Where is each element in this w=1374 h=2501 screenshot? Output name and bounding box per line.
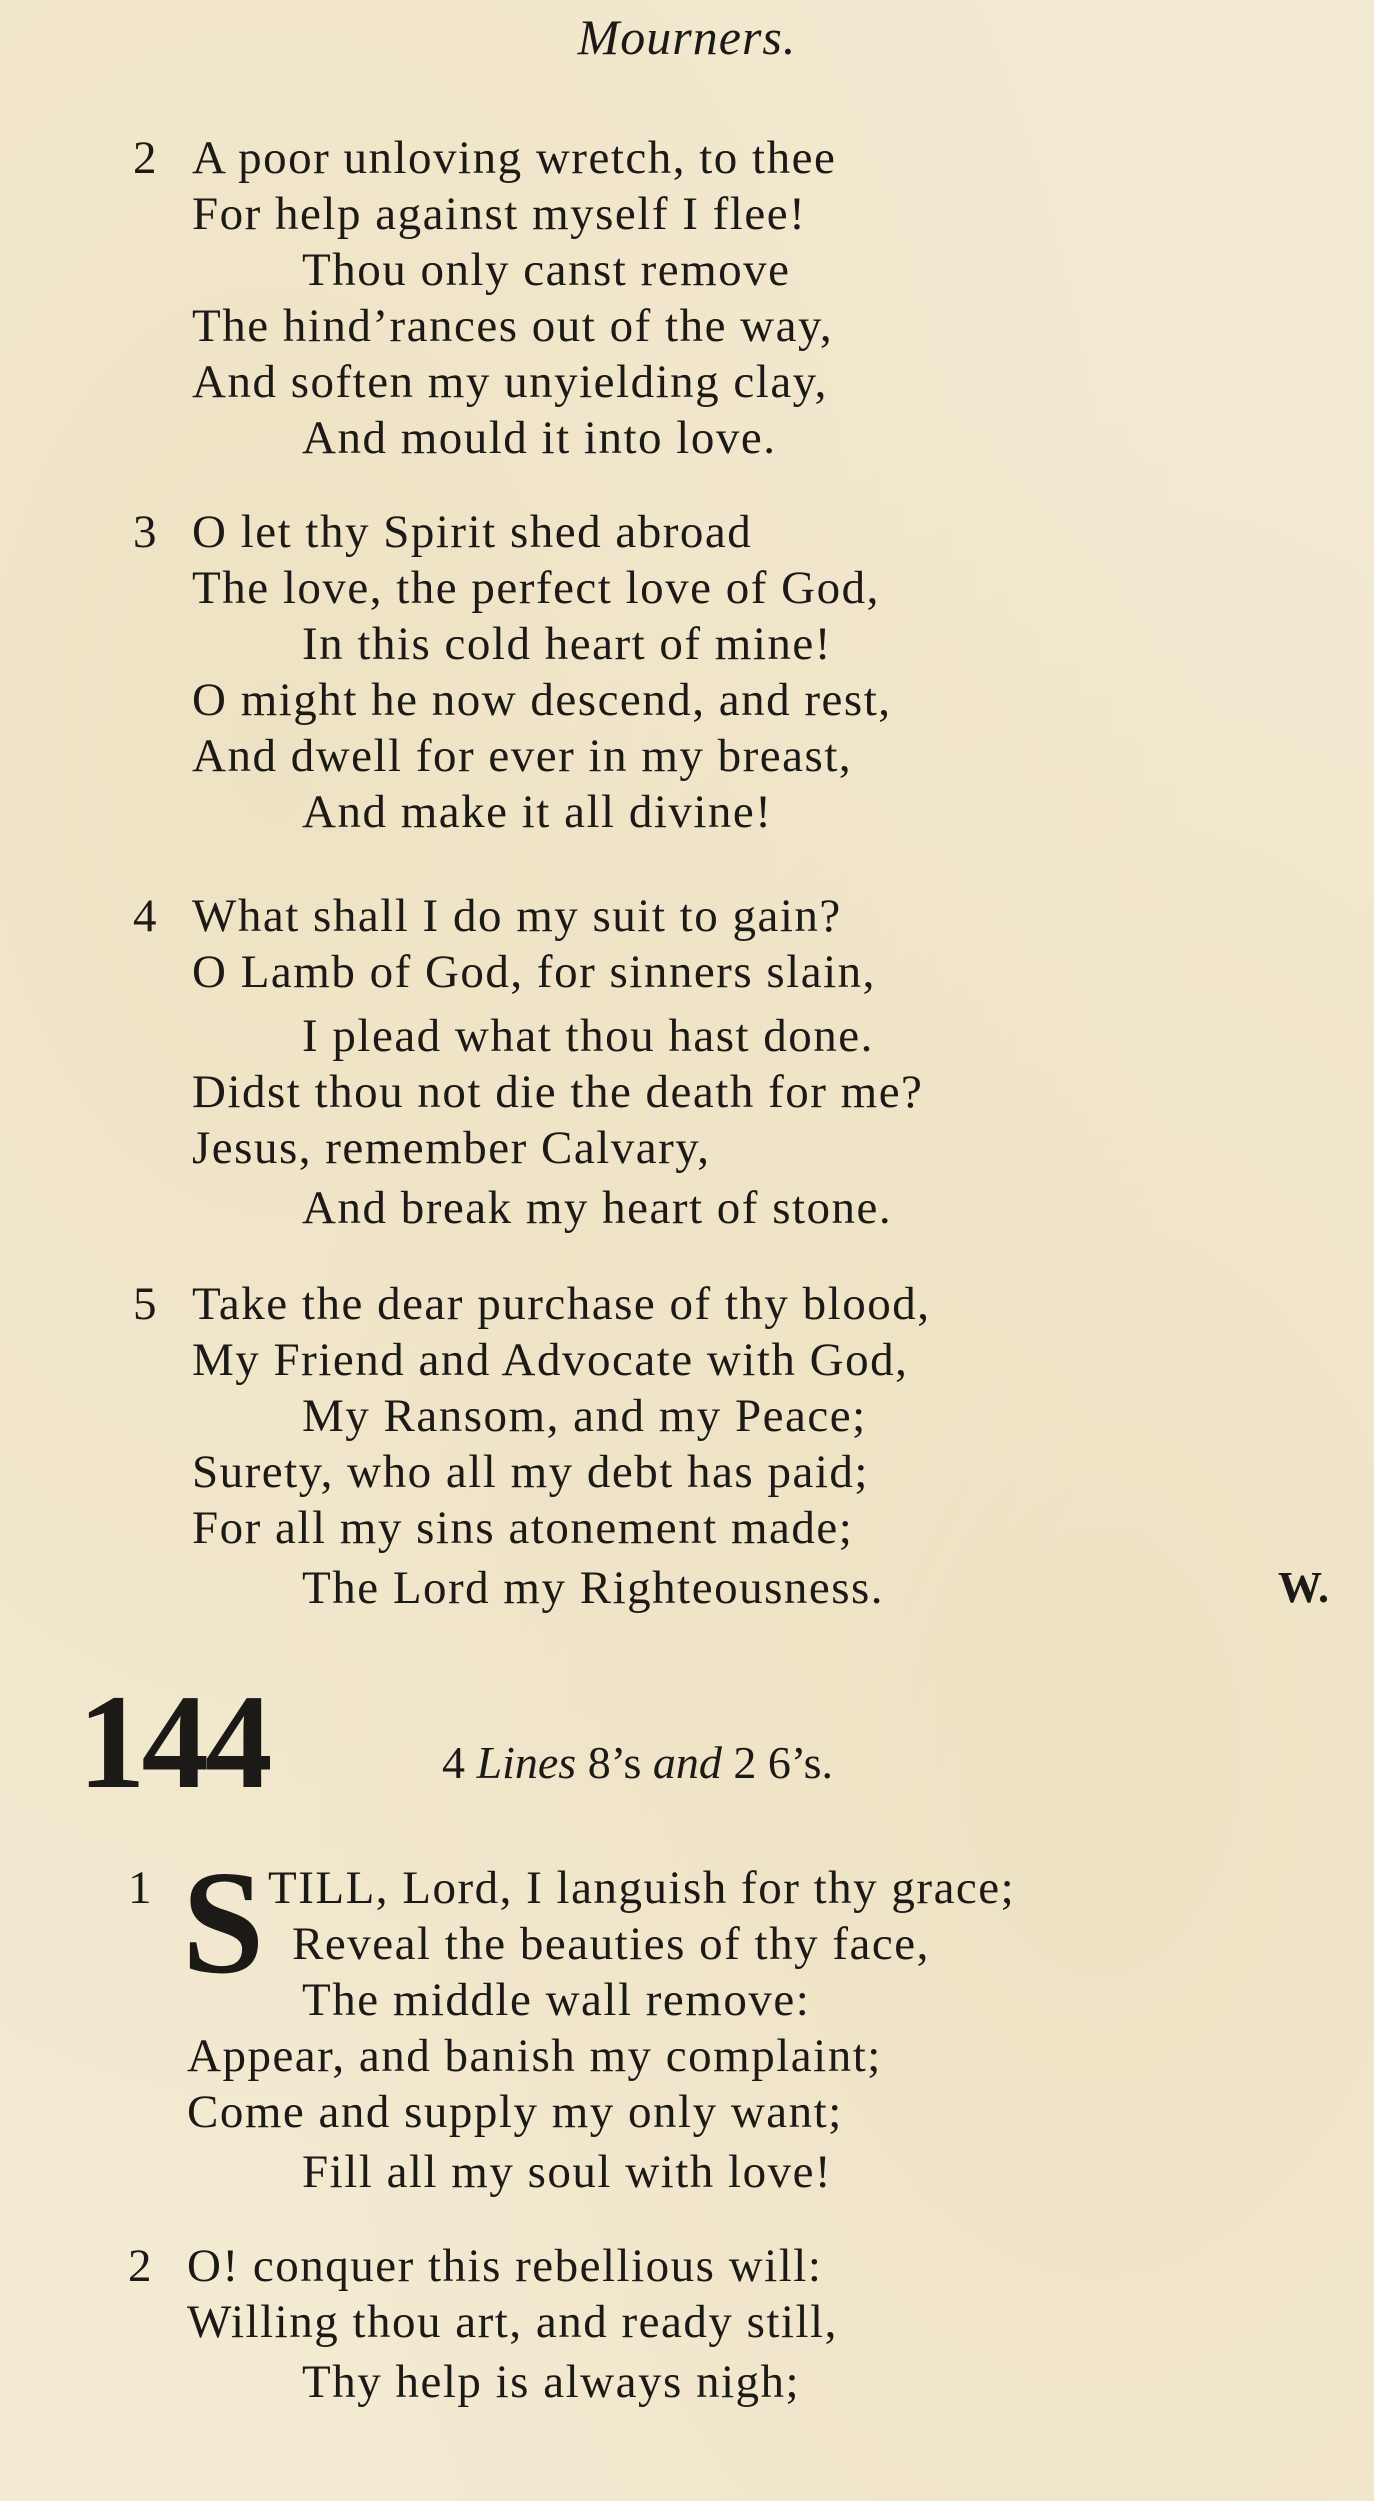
verse-line: A poor unloving wretch, to thee xyxy=(192,132,837,184)
verse-number: 1 xyxy=(128,1862,152,1914)
author-attribution: W. xyxy=(1278,1563,1329,1612)
meter-a: 8’s xyxy=(587,1737,642,1788)
verse-line: The middle wall remove: xyxy=(302,1974,811,2026)
hymn-number: 144 xyxy=(78,1668,269,1817)
running-head: Mourners. xyxy=(577,9,797,65)
meter-and-word: and xyxy=(652,1737,722,1788)
verse-line: For help against myself I flee! xyxy=(192,188,807,240)
verse-line: Come and supply my only want; xyxy=(187,2086,843,2138)
verse-line: TILL, Lord, I languish for thy grace; xyxy=(268,1862,1016,1914)
verse-line: For all my sins atonement made; xyxy=(192,1502,854,1554)
verse-number: 2 xyxy=(133,132,157,184)
verse-line: Take the dear purchase of thy blood, xyxy=(192,1278,931,1330)
verse-line: Willing thou art, and ready still, xyxy=(187,2296,838,2348)
verse-line: O! conquer this rebellious will: xyxy=(187,2240,823,2292)
verse-line: The hind’rances out of the way, xyxy=(192,300,834,352)
drop-cap: S xyxy=(182,1841,265,2005)
verse-line: And break my heart of stone. xyxy=(302,1182,893,1234)
verse-line: And make it all divine! xyxy=(302,786,773,838)
verse-line: Thou only canst remove xyxy=(302,244,791,296)
verse-line: And dwell for ever in my breast, xyxy=(192,730,853,782)
meter-count: 4 xyxy=(442,1737,465,1788)
verse-line: My Friend and Advocate with God, xyxy=(192,1334,909,1386)
verse-line: O might he now descend, and rest, xyxy=(192,674,892,726)
verse-line: Jesus, remember Calvary, xyxy=(192,1122,711,1174)
verse-line: Fill all my soul with love! xyxy=(302,2146,833,2198)
verse-line: I plead what thou hast done. xyxy=(302,1010,874,1062)
verse-line: The love, the perfect love of God, xyxy=(192,562,880,614)
verse-line: Didst thou not die the death for me? xyxy=(192,1066,924,1118)
verse-number: 2 xyxy=(128,2240,152,2292)
verse-line: Surety, who all my debt has paid; xyxy=(192,1446,869,1498)
verse-number: 3 xyxy=(133,506,157,558)
verse-number: 4 xyxy=(133,890,157,942)
meter-count2: 2 xyxy=(733,1737,757,1788)
verse-line: My Ransom, and my Peace; xyxy=(302,1390,867,1442)
verse-line: What shall I do my suit to gain? xyxy=(192,890,842,942)
verse-line: O let thy Spirit shed abroad xyxy=(192,506,753,558)
verse-number: 5 xyxy=(133,1278,157,1330)
verse-line: In this cold heart of mine! xyxy=(302,618,832,670)
verse-line: The Lord my Righteousness. xyxy=(302,1562,885,1614)
meter-lines-word: Lines xyxy=(476,1737,577,1788)
verse-line: O Lamb of God, for sinners slain, xyxy=(192,946,876,998)
meter-b: 6’s. xyxy=(767,1737,834,1788)
verse-line: And soften my unyielding clay, xyxy=(192,356,828,408)
verse-line: Thy help is always nigh; xyxy=(302,2356,801,2408)
verse-line: Appear, and banish my complaint; xyxy=(187,2030,882,2082)
verse-line: Reveal the beauties of thy face, xyxy=(292,1918,930,1970)
verse-line: And mould it into love. xyxy=(302,412,777,464)
meter-label xyxy=(442,1735,833,1791)
